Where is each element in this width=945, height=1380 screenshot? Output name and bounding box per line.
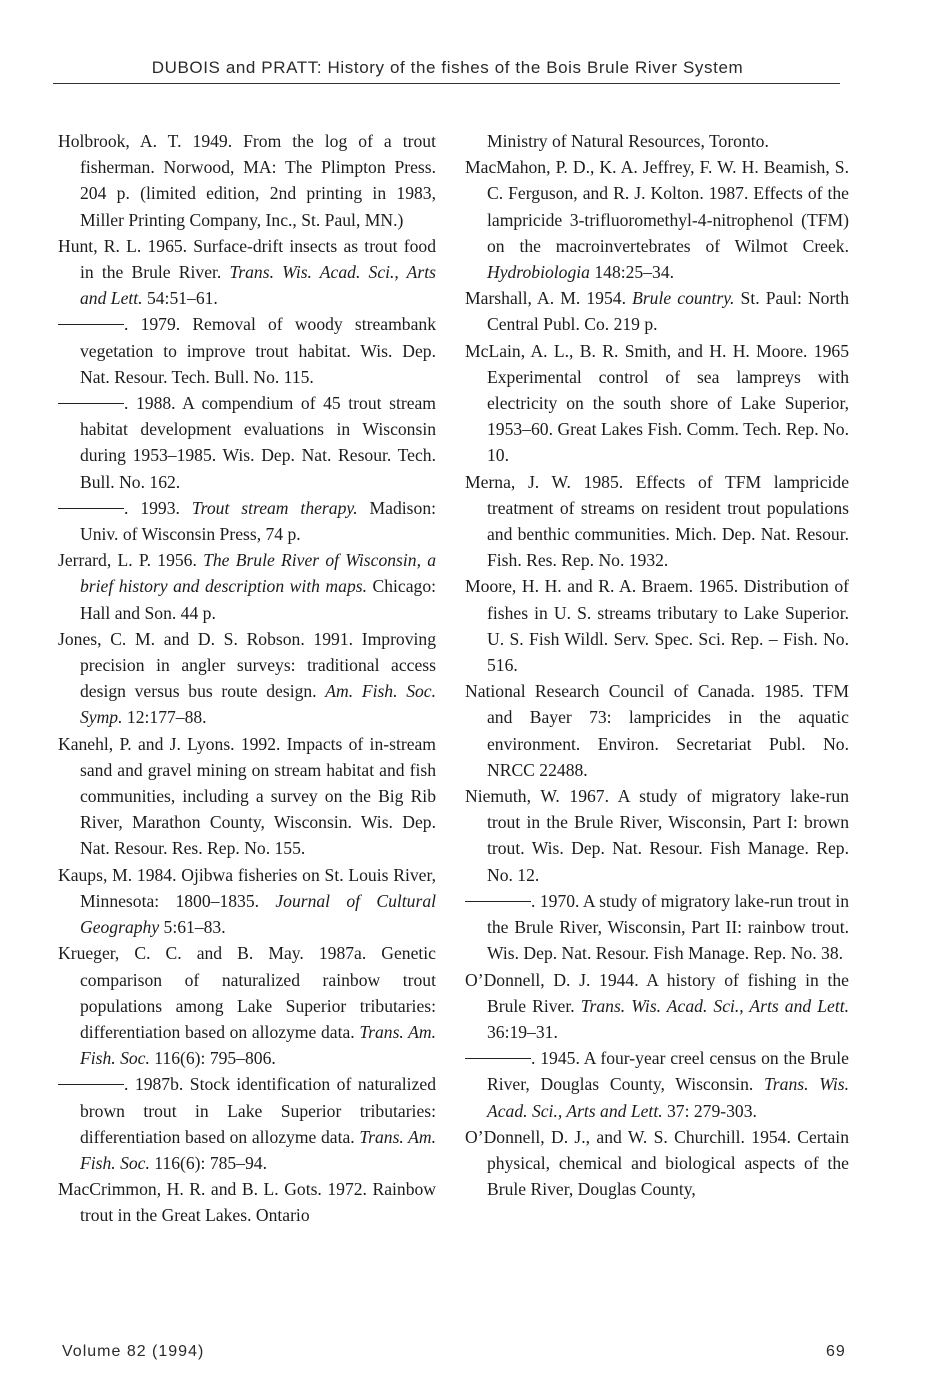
ditto-dash (465, 901, 531, 902)
reference-text: . 1987b. Stock identification of naturalized brown trout in Lake Superior tributaries: differentiation based on allozyme data. (80, 1074, 436, 1147)
running-head: DUBOIS and PRATT: History of the fishes of the Bois Brule River System (151, 58, 744, 77)
reference-text: National Research Council of Canada. 1985. TFM and Bayer 73: lampricides in the aquatic environment. Environ. Secretariat Publ. No. NRCC 22488. (465, 681, 849, 780)
reference-entry (465, 338, 849, 469)
reference-text: Ministry of Natural Resources, Toronto. (487, 131, 769, 151)
reference-entry (58, 940, 436, 1071)
references-left-column (58, 128, 436, 1229)
reference-entry (465, 154, 849, 285)
reference-entry (465, 967, 849, 1046)
reference-entry (465, 1124, 849, 1203)
reference-entry (58, 731, 436, 862)
reference-text: O’Donnell, D. J., and W. S. Churchill. 1954. Certain physical, chemical and biological aspects of the Brule River, Douglas County, (465, 1126, 849, 1200)
reference-entry (465, 888, 849, 967)
reference-italic-text: Trans. Wis. Acad. Sci., Arts and Lett. (580, 995, 849, 1016)
reference-text: . 1979. Removal of woody streambank vegetation to improve trout habitat. Wis. Dep. Nat. Resour. Tech. Bull. No. 115. (80, 314, 436, 387)
reference-text: 36:19–31. (487, 1021, 558, 1042)
reference-text: Moore, H. H. and R. A. Braem. 1965. Distribution of fishes in U. S. streams tributary to Lake Superior. U. S. Fish Wildl. Serv. Spec. Sci. Rep. – Fish. No. 516. (465, 576, 849, 676)
reference-italic-text: Trans. Wis. Acad. Sci., Arts and Lett. (487, 1074, 850, 1121)
reference-entry (58, 626, 436, 731)
ditto-dash (58, 324, 124, 325)
references-right-column (465, 128, 849, 1202)
reference-text: Kaups, M. 1984. Ojibwa fisheries on St. Louis River, Minnesota: 1800–1835. (58, 864, 436, 911)
reference-entry (58, 862, 436, 941)
reference-text: McLain, A. L., B. R. Smith, and H. H. Moore. 1965 Experimental control of sea lampreys with electricity on the south shore of Lake Superior, 1953–60. Great Lakes Fish. Comm. Tech. Rep. No. 10. (465, 340, 849, 466)
reference-italic-text: Journal of Cultural Geography (80, 890, 436, 938)
reference-text: 116(6): 785–94. (149, 1152, 268, 1173)
reference-entry (58, 547, 436, 626)
reference-text: Holbrook, A. T. 1949. From the log of a trout fisherman. Norwood, MA: The Plimpton Press. 204 p. (limited edition, 2nd printing in 1983, Miller Printing Company, Inc., St. Paul, MN.) (58, 131, 436, 230)
ditto-dash (58, 403, 124, 404)
reference-text: 12:177–88. (122, 707, 207, 728)
volume-label: Volume 82 (1994) (62, 1343, 205, 1360)
reference-italic-text: Trans. Am. Fish. Soc. (80, 1021, 436, 1069)
reference-text: Madison: Univ. of Wisconsin Press, 74 p. (80, 497, 437, 545)
reference-entry (465, 128, 849, 154)
reference-italic-text: Brule country. (632, 288, 735, 309)
reference-text: . 1988. A compendium of 45 trout stream habitat development evaluations in Wisconsin during 1953–1985. Wis. Dep. Nat. Resour. Tech. Bull. No. 162. (80, 393, 436, 492)
reference-text: 54:51–61. (142, 288, 218, 309)
reference-text: Niemuth, W. 1967. A study of migratory lake-run trout in the Brule River, Wisconsin, Part I: brown trout. Wis. Dep. Nat. Resour. Fish Manage. Rep. No. 12. (465, 786, 849, 885)
reference-italic-text: The Brule River of Wisconsin, a brief history and description with maps. (80, 550, 437, 597)
reference-text: 148:25–34. (589, 262, 675, 283)
reference-text: . 1993. (124, 497, 192, 518)
ditto-dash (58, 1084, 124, 1085)
reference-text: Merna, J. W. 1985. Effects of TFM lampricide treatment of streams on resident trout populations and benthic communities. Mich. Dep. Nat. Resour. Fish. Res. Rep. No. 1932. (465, 471, 849, 571)
reference-entry (58, 311, 436, 390)
reference-text: Jones, C. M. and D. S. Robson. 1991. Improving precision in angler surveys: traditional access design versus bus route design. (58, 628, 436, 702)
reference-italic-text: Am. Fish. Soc. Symp. (80, 681, 436, 728)
reference-italic-text: Trans. Am. Fish. Soc. (80, 1126, 436, 1173)
reference-text: St. Paul: North Central Publ. Co. 219 p. (487, 288, 849, 335)
reference-entry (465, 285, 849, 337)
page-number: 69 (826, 1343, 846, 1360)
reference-entry (58, 128, 436, 233)
reference-italic-text: Trans. Wis. Acad. Sci., Arts and Lett. (80, 262, 436, 309)
reference-entry (58, 233, 436, 312)
reference-text: 5:61–83. (159, 917, 226, 938)
reference-text: Jerrard, L. P. 1956. (58, 550, 204, 571)
reference-entry (465, 469, 849, 574)
ditto-dash (465, 1058, 531, 1059)
reference-text: Marshall, A. M. 1954. (465, 288, 633, 309)
reference-text: 116(6): 795–806. (149, 1048, 276, 1069)
reference-text: Hunt, R. L. 1965. Surface-drift insects as trout food in the Brule River. (58, 235, 436, 283)
reference-text: MacCrimmon, H. R. and B. L. Gots. 1972. Rainbow trout in the Great Lakes. Ontario (58, 1179, 436, 1226)
ditto-dash (58, 508, 124, 509)
reference-entry (58, 1176, 436, 1228)
reference-italic-text: Trout stream therapy. (191, 497, 358, 518)
header-rule (53, 83, 840, 84)
reference-text: MacMahon, P. D., K. A. Jeffrey, F. W. H. Beamish, S. C. Ferguson, and R. J. Kolton. 1987. Effects of the lampricide 3-trifluoromethyl-4-nitrophenol (TFM) on the macroinvertebrates of Wilmot Creek. (465, 157, 849, 256)
reference-entry (465, 573, 849, 678)
reference-text: O’Donnell, D. J. 1944. A history of fishing in the Brule River. (465, 969, 849, 1016)
reference-entry (58, 1071, 436, 1176)
reference-text: Chicago: Hall and Son. 44 p. (80, 576, 436, 623)
reference-text: . 1945. A four-year creel census on the Brule River, Douglas County, Wisconsin. (487, 1048, 849, 1095)
reference-text: 37: 279-303. (662, 1100, 757, 1121)
reference-entry (465, 678, 849, 783)
reference-text: Krueger, C. C. and B. May. 1987a. Genetic comparison of naturalized rainbow trout populations among Lake Superior tributaries: differentiation based on allozyme data. (58, 943, 436, 1042)
reference-text: Kanehl, P. and J. Lyons. 1992. Impacts of in-stream sand and gravel mining on stream habitat and fish communities, including a survey on the Big Rib River, Marathon County, Wisconsin. Wis. Dep. Nat. Resour. Res. Rep. No. 155. (58, 733, 436, 859)
reference-text: . 1970. A study of migratory lake-run trout in the Brule River, Wisconsin, Part II: rainbow trout. Wis. Dep. Nat. Resour. Fish Manage. Rep. No. 38. (487, 890, 849, 964)
reference-italic-text: Hydrobiologia (487, 262, 590, 283)
reference-entry (58, 495, 436, 547)
reference-entry (465, 1045, 849, 1124)
reference-entry (465, 783, 849, 888)
reference-entry (58, 390, 436, 495)
